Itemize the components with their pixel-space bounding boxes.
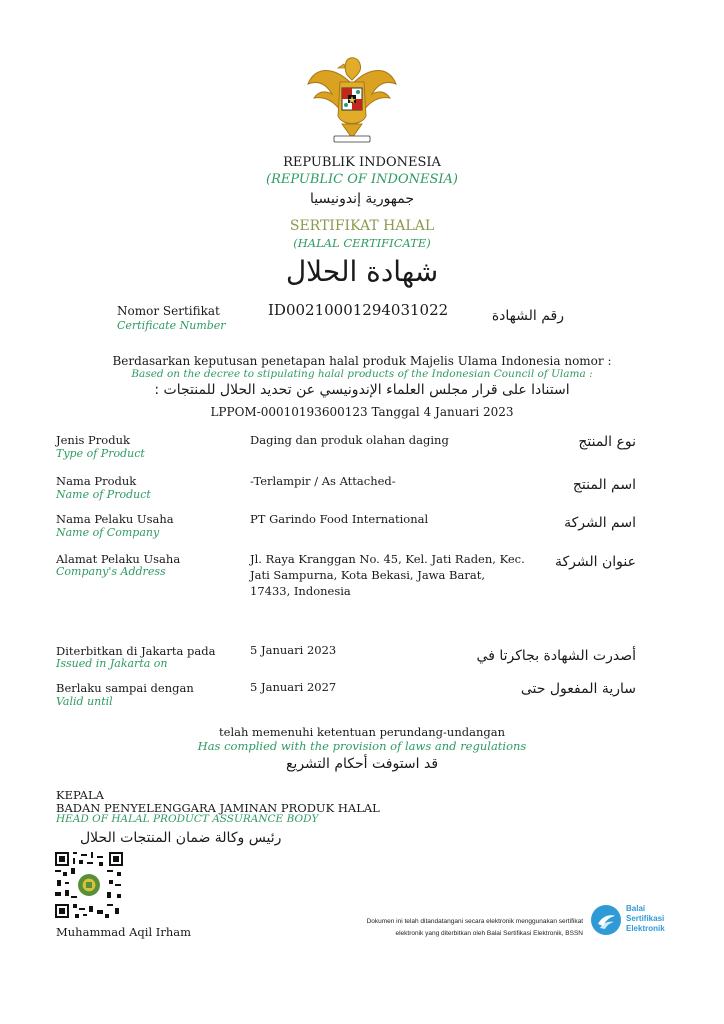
e-signature-note-1: Dokumen ini telah ditandatangani secara elektronik menggunakan sertifikat	[366, 918, 583, 925]
product-name-value: -Terlampir / As Attached-	[250, 474, 396, 488]
certificate-number-label: Nomor Sertifikat	[117, 304, 220, 318]
certificate-number-value: ID00210001294031022	[268, 301, 449, 319]
company-name-label: Nama Pelaku Usaha	[56, 512, 174, 526]
signatory-name: Muhammad Aqil Irham	[56, 925, 192, 939]
e-signature-note-2: elektronik yang diterbitkan oleh Balai Sertifikasi Elektronik, BSSN	[395, 930, 583, 937]
signatory-agency-en: HEAD OF HALAL PRODUCT ASSURANCE BODY	[56, 813, 319, 825]
issued-label: Diterbitkan di Jakarta pada	[56, 644, 216, 658]
country-name: REPUBLIK INDONESIA	[283, 155, 441, 170]
company-name-label-ar: اسم الشركة	[564, 515, 636, 531]
company-address-line-3: 17433, Indonesia	[250, 584, 351, 598]
country-name-en: (REPUBLIC OF INDONESIA)	[266, 172, 458, 187]
product-type-label: Jenis Produk	[56, 433, 130, 447]
issued-label-ar: أصدرت الشهادة بجاكرتا في	[476, 648, 636, 664]
issued-date: 5 Januari 2023	[250, 643, 337, 657]
valid-label-ar: سارية المفعول حتى	[520, 681, 636, 697]
valid-date: 5 Januari 2027	[250, 680, 337, 694]
product-type-label-en: Type of Product	[56, 447, 145, 460]
bsre-logo-text-3: Elektronik	[626, 924, 665, 933]
signatory-agency: BADAN PENYELENGGARA JAMINAN PRODUK HALAL	[56, 801, 380, 815]
company-name-value: PT Garindo Food International	[250, 512, 429, 526]
product-name-label-en: Name of Product	[56, 488, 151, 501]
qr-code-icon	[55, 852, 123, 918]
product-type-value: Daging dan produk olahan daging	[250, 433, 449, 447]
decree-text: Berdasarkan keputusan penetapan halal produk Majelis Ulama Indonesia nomor :	[112, 354, 612, 368]
bsre-logo-text-2: Sertifikasi	[626, 914, 665, 923]
company-address-label-en: Company's Address	[56, 565, 166, 578]
garuda-emblem-icon	[302, 54, 402, 146]
product-name-label: Nama Produk	[56, 474, 137, 488]
decree-text-en: Based on the decree to stipulating halal products of the Indonesian Council of Ulama :	[131, 368, 593, 380]
valid-label: Berlaku sampai dengan	[56, 681, 194, 695]
bsre-logo-icon	[590, 904, 622, 936]
issued-label-en: Issued in Jakarta on	[56, 657, 168, 670]
signatory-title: KEPALA	[56, 788, 104, 802]
compliance-text: telah memenuhi ketentuan perundang-undangan	[219, 725, 505, 739]
product-name-label-ar: اسم المنتج	[572, 477, 636, 493]
certificate-number-label-ar: رقم الشهادة	[491, 308, 564, 324]
company-name-label-en: Name of Company	[56, 526, 160, 539]
bsre-logo-text-1: Balai	[626, 904, 646, 913]
company-address-label-ar: عنوان الشركة	[555, 554, 636, 570]
certificate-title-ar: شهادة الحلال	[285, 255, 439, 288]
compliance-text-ar: قد استوفت أحكام التشريع	[285, 756, 439, 772]
product-type-label-ar: نوع المنتج	[578, 434, 636, 450]
company-address-label: Alamat Pelaku Usaha	[56, 552, 181, 566]
certificate-title: SERTIFIKAT HALAL	[289, 218, 435, 234]
certificate-number-label-en: Certificate Number	[117, 319, 226, 332]
signatory-agency-ar: رئيس وكالة ضمان المنتجات الحلال	[80, 830, 282, 846]
compliance-text-en: Has complied with the provision of laws and regulations	[197, 739, 527, 753]
certificate-title-en: (HALAL CERTIFICATE)	[293, 236, 431, 250]
country-name-ar: جمهورية إندونيسيا	[309, 191, 415, 207]
company-address-line-2: Jati Sampurna, Kota Bekasi, Jawa Barat,	[250, 568, 485, 582]
company-address-line-1: Jl. Raya Kranggan No. 45, Kel. Jati Raden, Kec.	[250, 552, 525, 566]
decree-reference: LPPOM-00010193600123 Tanggal 4 Januari 2023	[210, 405, 514, 419]
valid-label-en: Valid until	[56, 695, 113, 708]
decree-text-ar: استنادا على قرار مجلس العلماء الإندونيسي عن تحديد الحلال للمنتجات :	[154, 382, 570, 398]
